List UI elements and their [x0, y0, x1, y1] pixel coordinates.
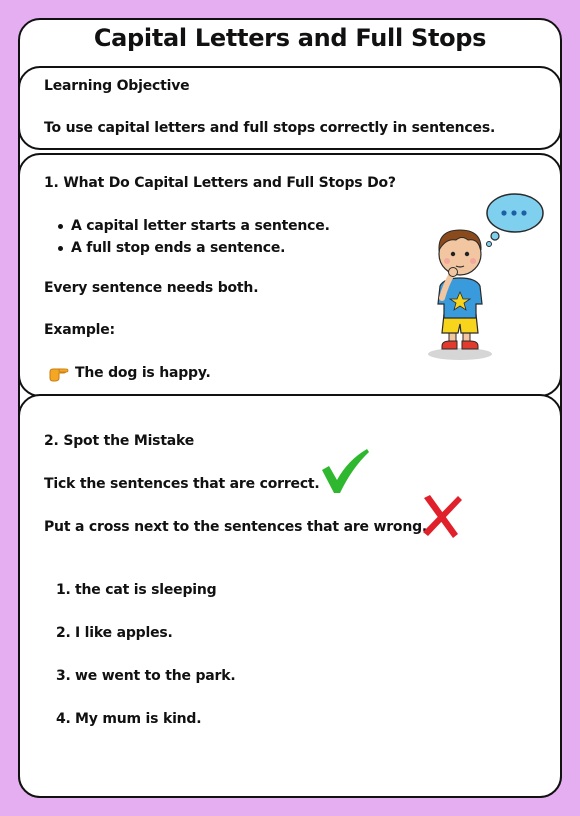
pointing-hand-icon	[48, 363, 70, 383]
check-mark-icon	[318, 446, 370, 496]
tick-instruction: Tick the sentences that are correct.	[44, 476, 320, 492]
item-number: 3.	[56, 668, 71, 684]
example-label: Example:	[44, 322, 115, 338]
page-title: Capital Letters and Full Stops	[93, 24, 487, 52]
list-item	[56, 708, 235, 751]
cross-instruction: Put a cross next to the sentences that are wrong.	[44, 519, 428, 535]
objective-heading: Learning Objective	[44, 78, 190, 94]
bullet-dot-icon	[58, 246, 63, 251]
example-text: The dog is happy.	[75, 365, 211, 381]
list-item	[56, 579, 235, 622]
list-item	[56, 665, 235, 708]
item-number: 4.	[56, 711, 71, 727]
item-text: My mum is kind.	[75, 711, 202, 727]
section-2-heading: 2. Spot the Mistake	[44, 433, 195, 449]
item-text: the cat is sleeping	[75, 582, 217, 598]
list-item	[58, 237, 330, 259]
cross-mark-icon	[418, 492, 464, 540]
thinking-boy-illustration	[420, 188, 548, 368]
bullet-list	[58, 215, 330, 259]
objective-text: To use capital letters and full stops correctly in sentences.	[44, 120, 496, 136]
bullet-text: A full stop ends a sentence.	[71, 240, 286, 256]
section-1-heading: 1. What Do Capital Letters and Full Stops Do?	[44, 175, 396, 191]
bullet-text: A capital letter starts a sentence.	[71, 218, 330, 234]
item-number: 2.	[56, 625, 71, 641]
bullet-dot-icon	[58, 224, 63, 229]
note-text: Every sentence needs both.	[44, 280, 259, 296]
sentence-list	[56, 579, 235, 751]
list-item	[56, 622, 235, 665]
item-text: we went to the park.	[75, 668, 236, 684]
item-number: 1.	[56, 582, 71, 598]
list-item	[58, 215, 330, 237]
item-text: I like apples.	[75, 625, 173, 641]
